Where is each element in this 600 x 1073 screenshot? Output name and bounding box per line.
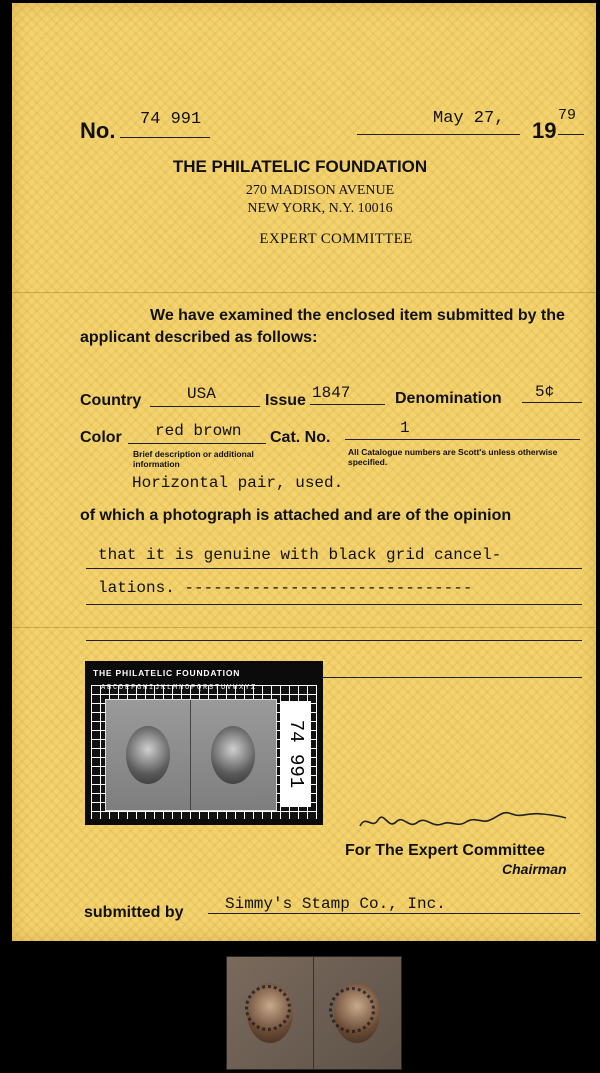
denomination-value: 5¢ xyxy=(535,383,555,401)
catalogue-note: All Catalogue numbers are Scott's unless otherwise specified. xyxy=(348,447,558,467)
stamp-photo-pair xyxy=(105,699,277,811)
opinion-underline-3 xyxy=(86,640,582,641)
denomination-underline xyxy=(522,402,582,403)
foundation-address-1: 270 MADISON AVENUE xyxy=(245,183,395,198)
certificate-number: 74 991 xyxy=(140,110,202,129)
grid-cancellation xyxy=(245,985,291,1031)
foundation-name: THE PHILATELIC FOUNDATION xyxy=(172,157,428,176)
opinion-label: of which a photograph is attached and are of the opinion xyxy=(80,507,512,524)
stamp-left xyxy=(106,700,191,810)
denomination-label: Denomination xyxy=(395,390,502,407)
year-underline xyxy=(558,134,584,135)
chairman-signature xyxy=(352,800,572,840)
brief-note: Brief description or additional information xyxy=(133,449,254,469)
color-label: Color xyxy=(80,429,122,446)
fold-line xyxy=(12,292,596,293)
chairman-title: Chairman xyxy=(502,861,567,877)
date-underline xyxy=(357,134,520,135)
certificate-photograph xyxy=(85,661,323,825)
opinion-line-1: that it is genuine with black grid cancel- xyxy=(98,546,502,564)
submitted-label: submitted by xyxy=(84,904,184,921)
intro-line-1: We have examined the enclosed item submitted by the xyxy=(150,307,565,324)
color-value: red brown xyxy=(155,422,242,440)
submitter-name: Simmy's Stamp Co., Inc. xyxy=(225,895,446,913)
photo-number-box xyxy=(281,701,311,807)
item-description: Horizontal pair, used. xyxy=(132,474,344,492)
foundation-address-2: NEW YORK, N.Y. 10016 xyxy=(247,201,393,216)
year-prefix: 19 xyxy=(532,118,557,143)
fold-line xyxy=(12,627,596,628)
issue-value: 1847 xyxy=(312,384,351,402)
opinion-underline-2 xyxy=(86,604,582,605)
no-underline xyxy=(120,137,210,138)
stamp-portrait xyxy=(126,726,170,784)
stamp-portrait xyxy=(211,726,255,784)
stamp-right xyxy=(191,700,275,810)
photo-grid-letters: ABCDEFGHIJKLMNOPQRSTUVWXYZ xyxy=(101,684,258,692)
catno-label: Cat. No. xyxy=(270,429,331,446)
country-label: Country xyxy=(80,392,142,409)
opinion-underline-1 xyxy=(86,568,582,569)
year-value: 79 xyxy=(558,107,577,124)
catno-value: 1 xyxy=(400,419,410,437)
issue-label: Issue xyxy=(265,392,306,409)
opinion-line-2: lations. ------------------------------ xyxy=(98,579,473,597)
stamp-pair-image xyxy=(226,956,402,1070)
issue-underline xyxy=(310,404,385,405)
date-value: May 27, xyxy=(433,109,505,128)
submitted-underline xyxy=(208,913,580,914)
expert-committee-heading: EXPERT COMMITTEE xyxy=(259,231,413,247)
grid-cancellation xyxy=(329,987,375,1033)
country-underline xyxy=(150,406,260,407)
color-underline xyxy=(128,443,266,444)
expert-committee-line: For The Expert Committee xyxy=(345,842,546,859)
intro-line-2: applicant described as follows: xyxy=(80,329,318,346)
country-value: USA xyxy=(187,385,216,403)
no-label: No. xyxy=(80,118,116,143)
catno-underline xyxy=(345,439,580,440)
photo-caption: THE PHILATELIC FOUNDATION xyxy=(93,668,241,678)
photo-number: 74 991 xyxy=(285,719,307,789)
